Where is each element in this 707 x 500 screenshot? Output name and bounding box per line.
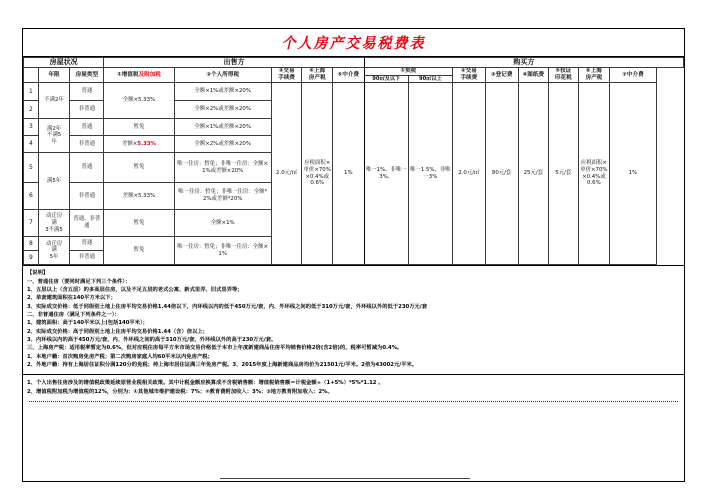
note-line: 2、单套建筑面积在140平方米以下； (27, 295, 116, 302)
cell-seller-agency-fee: 1% (332, 83, 364, 265)
col-header-buyer-trade-fee (452, 67, 485, 82)
cell-years-l3: 3不满5 (45, 226, 63, 233)
col-header-stamp-tax-l1: ⑤权证 (555, 68, 572, 74)
group-header-house-status: 房屋状况 (24, 58, 104, 68)
cell-years-l2: 满 (51, 219, 57, 226)
col-header-house-type: 房屋类型 (70, 67, 104, 82)
cell-vat: 全额×5.33% (104, 83, 174, 119)
document-frame (22, 28, 685, 482)
cell-income-tax: 全额×1%或差额×20% (174, 119, 271, 136)
note-line: 3、内环线以内的高于450万元/套，内、外环线之间的高于310万元/套，外环线以外的高于230万元/套。 (27, 337, 277, 344)
col-header-income-tax: ②个人所得税 (174, 67, 271, 82)
row-number: 9 (24, 251, 39, 265)
col-header-stamp-tax-l2: 印花税 (554, 74, 572, 81)
col-header-deed-tax: ①契税 (364, 67, 452, 75)
cell-years (38, 237, 70, 265)
cell-years-l2: 满 (51, 247, 57, 254)
col-header-buyer-trade-fee-l1: ②交易 (460, 68, 477, 74)
cell-vat: 暂免 (104, 119, 174, 136)
note-line: 1、五层以上（含五层）的多高层住房，以及不足五层的老式公寓、新式里弄、旧式里弄等； (27, 286, 243, 293)
cell-years (38, 119, 70, 153)
col-header-seller-trade-fee-l2: 手续费 (278, 74, 296, 81)
col-header-seller-property-tax-l2: 房产税 (308, 74, 326, 81)
note-line: 2、实际成交价格：高于同级别土地上住房平均交易价格1.44（含）倍以上； (27, 328, 208, 335)
cell-vat: 差额×5.33% (104, 183, 174, 210)
col-header-vat-surcharge: 及附加税 (138, 71, 161, 78)
note-line: 二、非普通住房（满足下列条件之一）： (27, 312, 120, 319)
row-number: 5 (24, 153, 39, 183)
notes-heading: 【说明】 (27, 270, 49, 277)
page-title: 个人房产交易税费表 (281, 35, 426, 52)
cell-years (38, 210, 70, 237)
cell-income-tax: 唯一住房：暂免；非唯一住房：全额*2%或差额*20% (174, 183, 271, 210)
tax-fee-table (23, 57, 684, 265)
col-header-drawing-fee: ④图纸费 (518, 67, 549, 82)
col-header-buyer-agency-fee: ⑦中介费 (610, 67, 656, 82)
cell-house-type: 非普通 (70, 101, 104, 119)
cell-vat: 暂免 (104, 153, 174, 183)
col-header-years: 年限 (38, 67, 70, 82)
cell-deed-tax-large: 唯一1.5%，非唯一3% (408, 83, 452, 265)
cell-years-l1: 满2年 (46, 125, 62, 132)
table-column-header-row-1 (24, 67, 684, 75)
cell-years: 满5年 (38, 153, 70, 210)
cell-years-l2: 不满5 (46, 132, 62, 139)
col-header-vat-main: ①增值税 (116, 71, 139, 78)
cell-vat-prefix: 差额× (121, 140, 138, 147)
col-header-buyer-property-tax (578, 67, 610, 82)
note-line: 一、普通住房（要同时满足下列三个条件）： (27, 278, 131, 285)
row-number: 6 (24, 183, 39, 210)
cell-house-type: 非普通 (70, 251, 104, 265)
col-header-stamp-tax (549, 67, 578, 82)
col-header-seller-trade-fee (271, 67, 302, 82)
cell-vat-rate-highlight: 5.33% (137, 140, 156, 147)
cell-years-l1: 动迁房 (45, 213, 63, 220)
col-header-seller-agency-fee: ⑤中介费 (332, 67, 364, 82)
cell-registration-fee: 80元/套 (485, 83, 518, 265)
dotted-divider (29, 401, 678, 402)
group-header-buyer: 购买方 (364, 58, 683, 68)
footnote-line: 1、个人出售住房涉及的增值税政策延续原营业税相关政策。其中计税金额应换算成不含税销售额：增值税销售额＝计税金额÷（1+5%）*5%*1.12 。 (27, 379, 384, 386)
row-number: 8 (24, 237, 39, 251)
cell-house-type: 非普通 (70, 136, 104, 153)
table-group-header-row (24, 58, 684, 68)
footnotes-section (23, 374, 684, 403)
row-number: 7 (24, 210, 39, 237)
cell-seller-trade-fee: 2.0元/㎡ (271, 83, 302, 265)
col-header-buyer-property-tax-l2: 房产税 (585, 74, 603, 81)
cell-stamp-tax: 5元/套 (549, 83, 578, 265)
row-number: 3 (24, 119, 39, 136)
footnote-line: 2、增值税附加税为增值税的12%，分别为：①其他城市维护建设税：7%；②教育费附加收入：3%；③地方教育附加收入：2%。 (27, 388, 333, 395)
cell-vat: 暂免 (104, 237, 174, 265)
row-number: 4 (24, 136, 39, 153)
cell-drawing-fee: 25元/套 (518, 83, 549, 265)
cell-buyer-trade-fee: 2.0元/㎡ (452, 83, 485, 265)
col-header-seller-trade-fee-l1: ③交易 (278, 68, 295, 74)
col-header-seller-property-tax-l1: ④上海 (309, 68, 326, 74)
col-header-deed-tax-large: 90㎡以上 (408, 75, 452, 83)
col-header-seller-property-tax (302, 67, 333, 82)
cell-vat: 暂免 (104, 210, 174, 237)
notes-section (23, 265, 684, 371)
cell-years-l3: 年 (51, 139, 57, 146)
cell-house-type: 普通 (70, 153, 104, 183)
cell-house-type: 非普通 (70, 183, 104, 210)
cell-income-tax: 全额×2%或差额×20% (174, 101, 271, 119)
title-row (23, 29, 684, 57)
cell-income-tax: 全额×2%或差额×20% (174, 136, 271, 153)
bottom-rule (220, 478, 470, 479)
row-number: 1 (24, 83, 39, 101)
cell-years-l1: 动迁房 (45, 240, 63, 247)
note-line: 1、本地户籍：首次购房免房产税；第二次购房家庭人均60平米以内免房产税； (27, 353, 213, 360)
cell-house-type: 普通 (70, 119, 104, 136)
col-header-buyer-trade-fee-l2: 手续费 (460, 74, 478, 81)
cell-house-type: 普通 (70, 237, 104, 251)
note-line: 3、实际成交价格：低于同级别土地上住房平均交易价格1.44倍以下，内环线以内的低于450万元/套，内、外环线之间的低于310万元/套，外环线以外的低于230万元/套 (27, 303, 428, 310)
col-header-rownum (24, 67, 39, 82)
cell-income-tax: 唯一住房：暂免；非唯一住房：全额×1%或差额×20% (174, 153, 271, 183)
cell-house-type: 普通 (70, 83, 104, 101)
cell-years: 不满2年 (38, 83, 70, 119)
cell-income-tax: 全额×1% (174, 210, 271, 237)
cell-buyer-agency-fee: 1% (610, 83, 656, 265)
col-header-registration-fee: ③登记费 (485, 67, 518, 82)
note-line: 三、上海房产税：适用税率暂定为0.6%，但对应税住房每平方米市场交易价格低于本市上年度新建商品住房平均销售价格2倍(含2倍)的，税率可暂减为0.4%。 (27, 345, 403, 352)
note-line: 1、建筑面积：高于140平米以上(包括140平米）； (27, 320, 148, 327)
cell-seller-property-tax: 应税面积×单价×70%×0.4%或0.6% (302, 83, 333, 265)
col-header-vat (104, 67, 174, 82)
cell-buyer-property-tax: 应税面积×单价×70%×0.4%或0.6% (578, 83, 610, 265)
row-number: 2 (24, 101, 39, 119)
cell-deed-tax-small: 唯一1%、非唯一3%、 (364, 83, 408, 265)
cell-vat (104, 136, 174, 153)
cell-income-tax: 唯一住房：暂免；非唯一住房：全额×1% (174, 237, 271, 265)
cell-income-tax: 全额×1%或差额×20% (174, 83, 271, 101)
cell-years-l3: 5年 (49, 254, 59, 261)
table-row (24, 83, 684, 101)
cell-house-type: 普通、非普通 (70, 210, 104, 237)
group-header-seller: 出售方 (104, 58, 364, 68)
col-header-deed-tax-small: 90㎡及以下 (364, 75, 408, 83)
col-header-buyer-property-tax-l1: ⑥上海 (585, 68, 602, 74)
note-line: 2、外地户籍：持有上海居住证积分满120分的免税；持上海市居住证满三年免房产税。3、2015年度上海新建商品房均价为21501元/平米。2倍为43002元/平米。 (27, 362, 418, 369)
